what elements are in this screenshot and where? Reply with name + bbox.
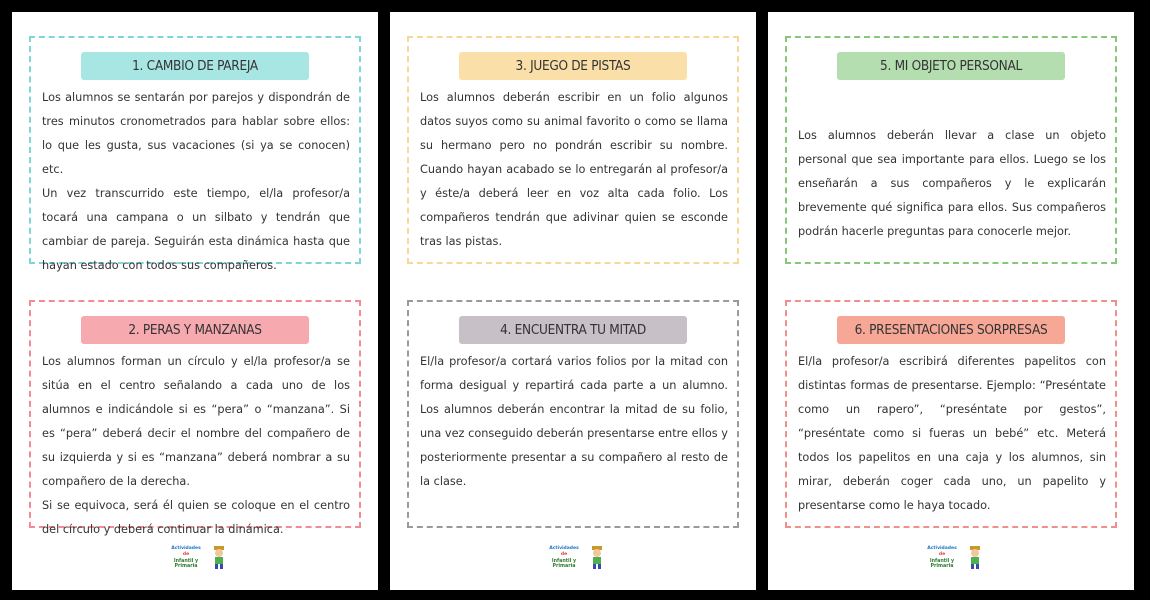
kid-mascot-icon [211,546,227,570]
kid-mascot-icon [589,546,605,570]
card-title: 3. JUEGO DE PISTAS [459,52,687,80]
brand-logo: Actividades de Infantil y Primaria [919,546,983,576]
card-juego-de-pistas [407,36,739,264]
brand-logo: Actividades de Infantil y Primaria [163,546,227,576]
card-peras-y-manzanas [29,300,361,536]
card-paragraph: Los alumnos se sentarán por parejos y dispondrán de tres minutos cronometrados para hablar sobre ellos: lo que les gusta, sus vacaciones (si ya se conocen) etc. [42,91,350,176]
card-title: 2. PERAS Y MANZANAS [81,316,309,344]
card-title: 5. MI OBJETO PERSONAL [837,52,1065,80]
page-3 [768,12,1134,590]
card-paragraph: El/la profesor/a escribirá diferentes papelitos con distintas formas de presentarse. Ejemplo: “Preséntate como un rapero”, “preséntate por gestos”, “preséntate como si fueras un bebé” etc. Meterá todos los papelitos en una caja y los alumnos, sin mirar, deberán coger cada uno, un papelito y presentarse como le haya tocado. [798,355,1106,512]
card-paragraph: Si se equivoca, será él quien se coloque en el centro del círculo y deberá continuar la dinámica. [42,499,350,536]
card-mi-objeto-personal [785,36,1117,264]
page-1 [12,12,378,590]
card-paragraph: Los alumnos deberán llevar a clase un objeto personal que sea importante para ellos. Luego se los enseñarán a sus compañeros y le explicarán brevemente qué significa para ellos. Sus compañeros podrán hacerle preguntas para conocerle mejor. [798,129,1106,238]
card-paragraph: Los alumnos deberán escribir en un folio algunos datos suyos como su animal favorito o como se llama su hermano pero no pondrán escribir su nombre. Cuando hayan acabado se lo entregarán al profesor/a y éste/a deberá leer en voz alta cada folio. Los compañeros tendrán que adivinar quien se esconde tras las pistas. [420,91,728,248]
card-paragraph: El/la profesor/a cortará varios folios por la mitad con forma desigual y repartirá cada parte a un alumno. Los alumnos deberán encontrar la mitad de su folio, una vez conseguido deberán presentarse entre ellos y posteriormente presentar a su compañero al resto de la clase. [420,355,728,488]
card-body [42,350,350,542]
card-paragraph: Los alumnos forman un círculo y el/la profesor/a se sitúa en el centro señalando a cada uno de los alumnos e indicándole si es “pera” o “manzana”. Si es “pera” deberá decir el nombre del compañero de su izquierda y si es “manzana” deberá nombrar a su compañero de la derecha. [42,355,350,488]
kid-mascot-icon [967,546,983,570]
card-paragraph: Un vez transcurrido este tiempo, el/la profesor/a tocará una campana o un silbato y tendrán que cambiar de pareja. Seguirán esta dinámica hasta que hayan estado con todos sus compañeros. [42,187,350,272]
card-presentaciones-sorpresas [785,300,1117,528]
page-2 [390,12,756,590]
card-title: 1. CAMBIO DE PAREJA [81,52,309,80]
brand-logo: Actividades de Infantil y Primaria [541,546,605,576]
card-encuentra-tu-mitad [407,300,739,528]
card-body [42,86,350,278]
card-cambio-de-pareja [29,36,361,272]
card-body [798,350,1106,518]
card-title: 6. PRESENTACIONES SORPRESAS [837,316,1065,344]
card-body [798,124,1106,244]
card-body [420,350,728,494]
card-title: 4. ENCUENTRA TU MITAD [459,316,687,344]
card-body [420,86,728,254]
